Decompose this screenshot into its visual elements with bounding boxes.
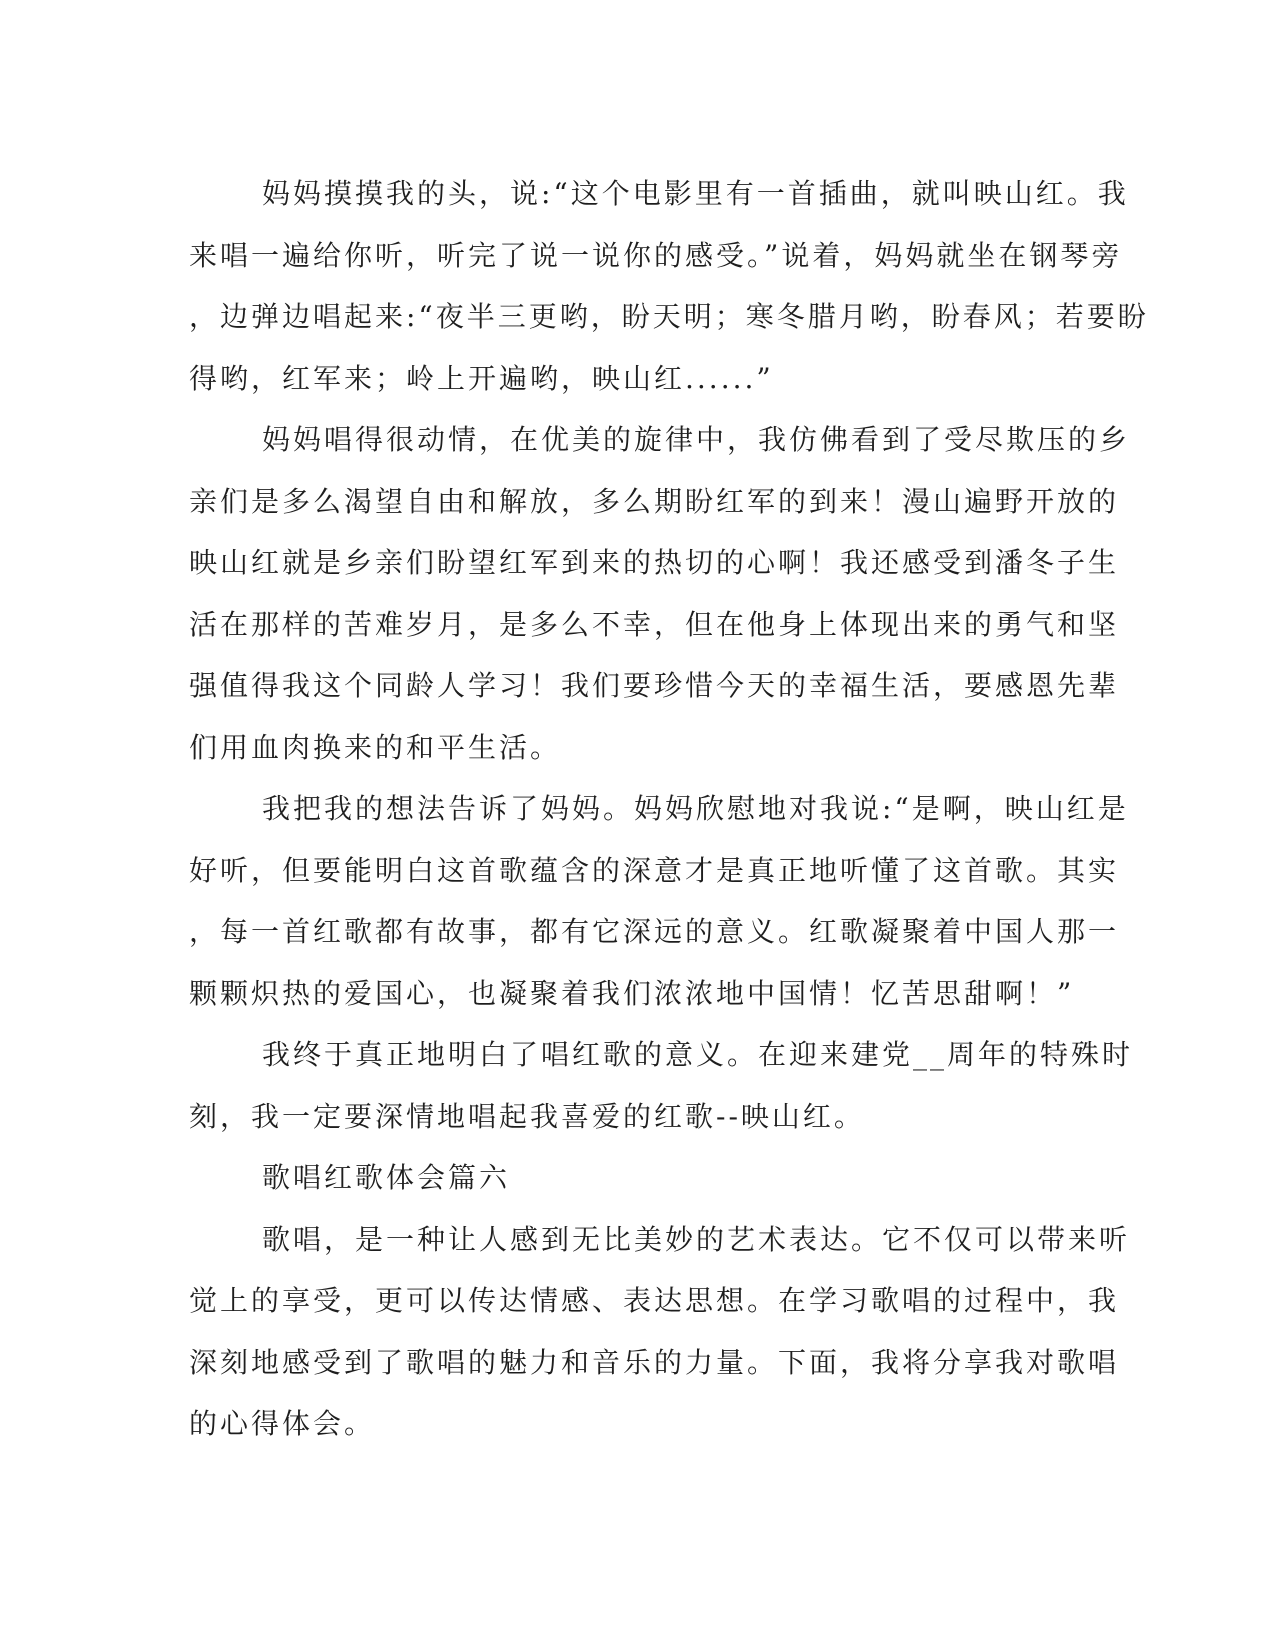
paragraph-2 (189, 409, 1131, 778)
text-line: ，每一首红歌都有故事，都有它深远的意义。红歌凝聚着中国人那一 (189, 915, 1120, 948)
text-line: 好听，但要能明白这首歌蕴含的深意才是真正地听懂了这首歌。其实 (189, 853, 1120, 887)
text-line: 们用血肉换来的和平生活。 (189, 730, 562, 764)
document-body (189, 163, 1149, 1455)
text-line: 我把我的想法告诉了妈妈。妈妈欣慰地对我说:“是啊，映山红是 (262, 792, 1129, 825)
text-line: ，边弹边唱起来:“夜半三更哟，盼天明；寒冬腊月哟，盼春风；若要盼 (189, 300, 1149, 333)
text-line: 的心得体会。 (189, 1407, 376, 1440)
text-line: 妈妈唱得很动情，在优美的旋律中，我仿佛看到了受尽欺压的乡 (262, 423, 1131, 456)
paragraph-6 (189, 1209, 1131, 1455)
text-line: 亲们是多么渴望自由和解放，多么期盼红军的到来！漫山遍野开放的 (189, 484, 1120, 518)
text-line: 强值得我这个同龄人学习！我们要珍惜今天的幸福生活，要感恩先辈 (189, 669, 1120, 702)
section-heading (189, 1147, 1089, 1209)
text-line: 觉上的享受，更可以传达情感、表达思想。在学习歌唱的过程中，我 (189, 1284, 1120, 1317)
section-title: 歌唱红歌体会篇六 (262, 1161, 511, 1194)
paragraph-3 (189, 778, 1129, 1024)
paragraph-1 (189, 163, 1149, 409)
text-line: 刻，我一定要深情地唱起我喜爱的红歌--映山红。 (189, 1099, 865, 1133)
text-line: 深刻地感受到了歌唱的魅力和音乐的力量。下面，我将分享我对歌唱 (189, 1345, 1120, 1379)
text-line: 妈妈摸摸我的头，说:“这个电影里有一首插曲，就叫映山红。我 (262, 177, 1129, 210)
paragraph-4 (189, 1024, 1134, 1147)
text-line: 颗颗炽热的爱国心，也凝聚着我们浓浓地中国情！忆苦思甜啊！” (189, 976, 1075, 1010)
text-line: 歌唱，是一种让人感到无比美妙的艺术表达。它不仅可以带来听 (262, 1222, 1131, 1256)
text-line: 映山红就是乡亲们盼望红军到来的热切的心啊！我还感受到潘冬子生 (189, 546, 1120, 579)
text-line: 得哟，红军来；岭上开遍哟，映山红......” (189, 361, 774, 395)
text-line: 来唱一遍给你听，听完了说一说你的感受。”说着，妈妈就坐在钢琴旁 (189, 238, 1123, 272)
text-line: 活在那样的苦难岁月，是多么不幸，但在他身上体现出来的勇气和坚 (189, 607, 1120, 641)
text-line: 我终于真正地明白了唱红歌的意义。在迎来建党__周年的特殊时 (262, 1038, 1134, 1071)
